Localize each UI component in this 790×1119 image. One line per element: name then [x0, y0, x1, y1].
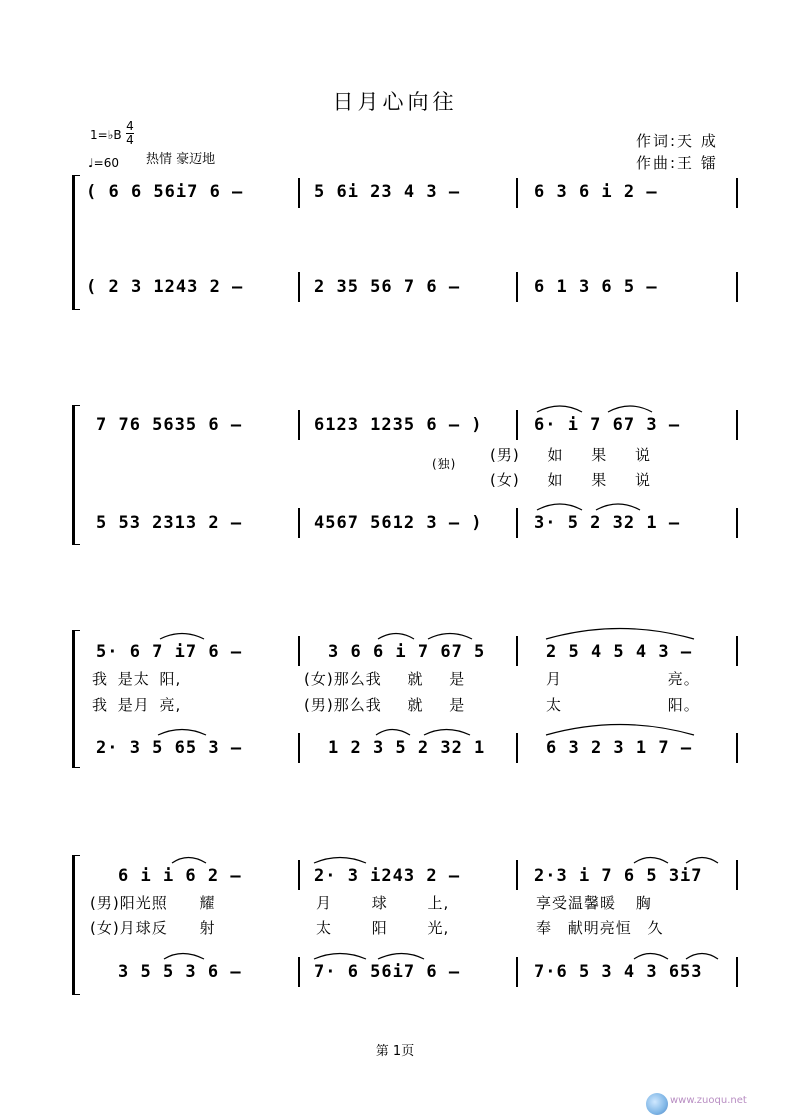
s3-lyrics2-m1: 我 是月 亮, [92, 696, 182, 714]
s1-lower-m1: ( 2 3 1243 2 – [86, 277, 244, 297]
slur [158, 730, 206, 736]
s1-lower-m3: 6 1 3 6 5 – [534, 277, 658, 297]
slur [376, 730, 410, 736]
slur [172, 858, 206, 864]
slur [314, 954, 366, 960]
s2-lyrics-male: (男) 如 果 说 [490, 446, 652, 464]
slur [314, 858, 366, 864]
key-signature: 1=♭B [90, 128, 122, 142]
slur [537, 504, 582, 510]
slur [686, 858, 718, 864]
s4-lower-m3: 7·6 5 3 4 3 653 [534, 962, 703, 982]
s4-lyrics2-m2: 太 阳 光, [316, 919, 450, 937]
s1-upper-m1: ( 6 6 56i7 6 – [86, 182, 244, 202]
slur [537, 406, 582, 412]
s3-lyrics1-m2: (女)那么我 就 是 [304, 670, 466, 688]
s3-lower-m2: 1 2 3 5 2 32 1 [328, 738, 486, 758]
lyricist-credit: 作词:天 成 [636, 132, 718, 150]
slur [634, 858, 668, 864]
s4-lower-m2: 7· 6 56i7 6 – [314, 962, 461, 982]
s4-lower-m1: 3 5 5 3 6 – [118, 962, 242, 982]
s4-lyrics2-m3: 奉 献明亮恒 久 [536, 919, 664, 937]
slur [546, 725, 694, 736]
slur [378, 954, 424, 960]
time-lower: 4 [126, 133, 134, 147]
slur [546, 629, 694, 640]
expression-mark: 热情 豪迈地 [146, 152, 216, 167]
slur [596, 504, 640, 510]
s3-lyrics1-m1: 我 是太 阳, [92, 670, 182, 688]
slur [164, 954, 204, 960]
slur [608, 406, 652, 412]
tempo-mark: ♩=60 [88, 156, 119, 170]
slur [686, 954, 718, 960]
page-footer: 第 1页 [375, 1044, 415, 1059]
page-title: 日月心向往 [332, 90, 458, 114]
s3-lower-m1: 2· 3 5 65 3 – [96, 738, 243, 758]
s3-upper-m1: 5· 6 7 i7 6 – [96, 642, 243, 662]
time-upper: 4 [126, 119, 134, 133]
slur [428, 634, 472, 640]
watermark-logo-icon [646, 1093, 668, 1115]
s1-upper-m2: 5 6i 23 4 3 – [314, 182, 461, 202]
s1-lower-m2: 2 35 56 7 6 – [314, 277, 461, 297]
s4-lyrics2-m1: (女)月球反 射 [90, 919, 216, 937]
s4-lyrics1-m1: (男)阳光照 耀 [90, 894, 216, 912]
s4-lyrics1-m2: 月 球 上, [316, 894, 450, 912]
s2-lyrics-female: (女) 如 果 说 [490, 471, 652, 489]
solo-mark: (独) [432, 457, 457, 471]
s4-upper-m3: 2·3 i 7 6 5 3i7 [534, 866, 703, 886]
s3-lyrics2-m3: 太 阳。 [546, 696, 700, 714]
slur [160, 634, 204, 640]
s3-upper-m3: 2 5 4 5 4 3 – [546, 642, 693, 662]
watermark-text: www.zuoqu.net [670, 1095, 747, 1106]
s3-upper-m2: 3 6 6 i 7 67 5 [328, 642, 486, 662]
s3-lower-m3: 6 3 2 3 1 7 – [546, 738, 693, 758]
s2-lower-m3: 3· 5 2 32 1 – [534, 513, 681, 533]
s3-lyrics2-m2: (男)那么我 就 是 [304, 696, 466, 714]
s2-lower-m2: 4567 5612 3 – ) [314, 513, 483, 533]
s4-upper-m1: 6 i i 6 2 – [118, 866, 242, 886]
s1-upper-m3: 6 3 6 i 2 – [534, 182, 658, 202]
slur [424, 730, 470, 736]
s4-lyrics1-m3: 享受温馨暖 胸 [536, 894, 652, 912]
s2-upper-m1: 7 76 5635 6 – [96, 415, 243, 435]
s3-lyrics1-m3: 月 亮。 [546, 670, 700, 688]
slur [634, 954, 668, 960]
s2-upper-m2: 6123 1235 6 – ) [314, 415, 483, 435]
s2-upper-m3: 6· i 7 67 3 – [534, 415, 681, 435]
slur [378, 634, 414, 640]
composer-credit: 作曲:王 镭 [636, 154, 718, 172]
s4-upper-m2: 2· 3 i243 2 – [314, 866, 461, 886]
s2-lower-m1: 5 53 2313 2 – [96, 513, 243, 533]
